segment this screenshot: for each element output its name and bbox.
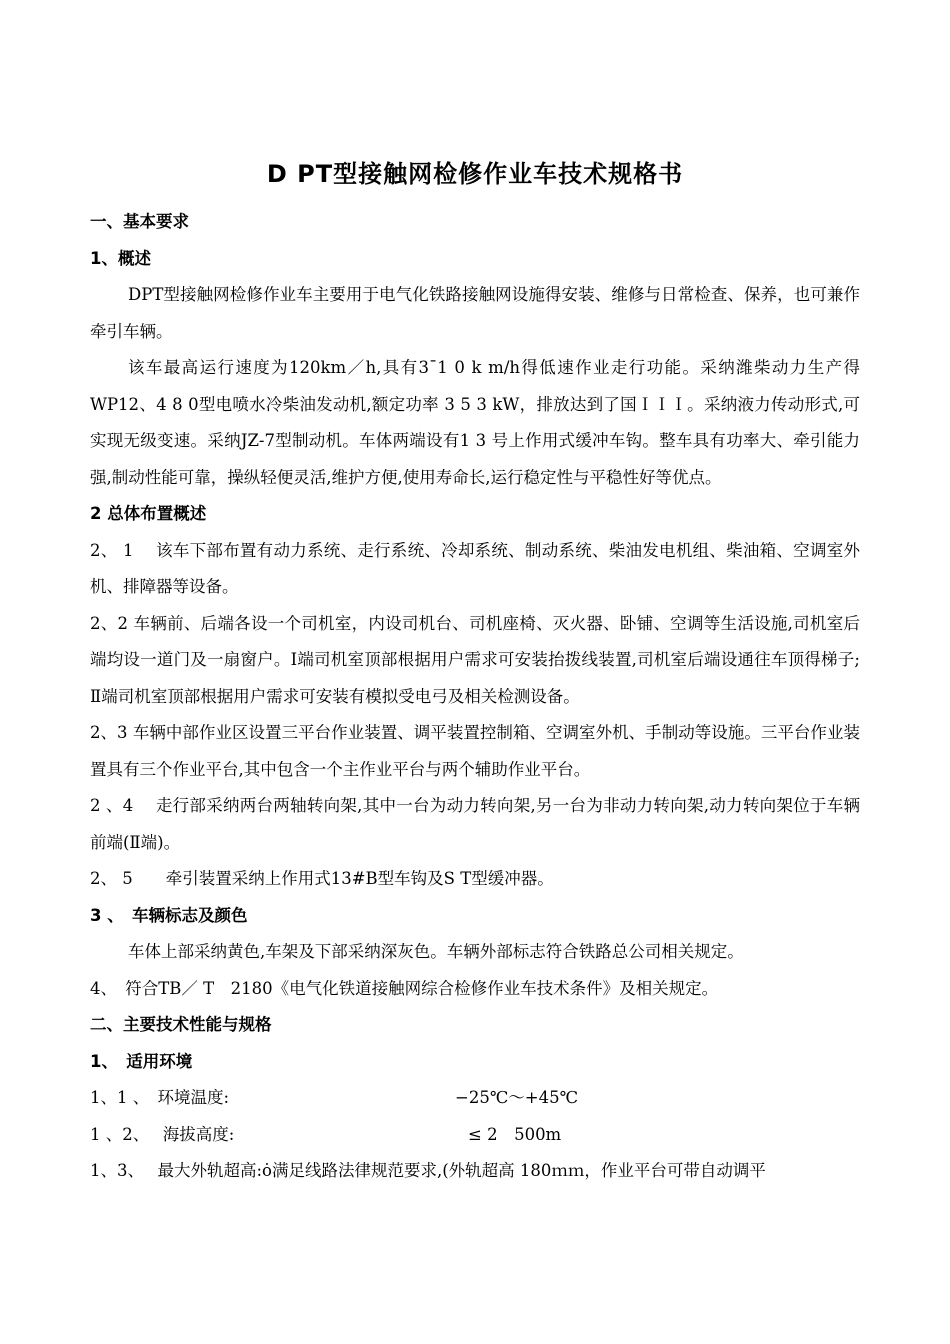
document-body <box>90 204 860 1190</box>
spec-row-altitude <box>90 1117 860 1154</box>
paragraph-2-1: 2、 1 该车下部布置有动力系统、走行系统、冷却系统、制动系统、柴油发电机组、柴油箱、空调室外机、排障器等设备。 <box>90 540 860 596</box>
paragraph-2-4: 2 、4 走行部采纳两台两轴转向架,其中一台为动力转向架,另一台为非动力转向架,动力转向架位于车辆前端(Ⅱ端)。 <box>90 796 860 852</box>
heading-layout-overview: 2 总体布置概述 <box>90 504 207 523</box>
spec-row-temperature <box>90 1080 860 1117</box>
paragraph-standard: 4、 符合TB／ T 2180《电气化铁道接触网综合检修作业车技术条件》及相关规定。 <box>90 978 719 998</box>
spec-key-altitude: 1 、2、 海拔高度: <box>90 1124 235 1144</box>
heading-vehicle-marking: 3 、 车辆标志及颜色 <box>90 905 248 925</box>
paragraph-purpose: DPT型接触网检修作业车主要用于电气化铁路接触网设施得安装、维修与日常检查、保养，也可兼作牵引车辆。 <box>90 285 860 341</box>
heading-environment: 1、 适用环境 <box>90 1051 193 1071</box>
paragraph-colors: 车体上部采纳黄色,车架及下部采纳深灰色。车辆外部标志符合铁路总公司相关规定。 <box>128 942 744 961</box>
page-title: D PT型接触网检修作业车技术规格书 <box>266 160 684 188</box>
paragraph-2-2: 2、2 车辆前、后端各设一个司机室，内设司机台、司机座椅、灭火器、卧铺、空调等生活设施,司机室后端均设一道门及一扇窗户。I端司机室顶部根据用户需求可安装抬拨线装置,司机室后端设通往车顶得梯子; Ⅱ端司机室顶部根据用户需求可安装有模拟受电弓及相关检测设备。 <box>90 613 860 706</box>
heading-main-specs: 二、主要技术性能与规格 <box>90 1015 272 1034</box>
heading-overview: 1、概述 <box>90 248 151 268</box>
paragraph-2-5: 2、 5 牵引装置采纳上作用式13#B型车钩及S T型缓冲器。 <box>90 869 554 888</box>
paragraph-performance: 该车最高运行速度为120km／h,具有3¯1 0 k m/h得低速作业走行功能。采纳潍柴动力生产得WP12、4 8 0型电喷水冷柴油发动机,额定功率 3 5 3 kW，排放达到了国ＩＩＩ。采纳液力传动形式,可实现无级变速。采纳JZ-7型制动机。车体两端设有1 3 号上作用式缓冲车钩。整车具有功率大、牵引能力强,制动性能可靠，操纵轻便灵活,维护方便,使用寿命长,运行稳定性与平稳性好等优点。 <box>90 358 860 487</box>
paragraph-2-3: 2、3 车辆中部作业区设置三平台作业装置、调平装置控制箱、空调室外机、手制动等设施。三平台作业装置具有三个作业平台,其中包含一个主作业平台与两个辅助作业平台。 <box>90 723 860 779</box>
spec-value-temperature: −25℃～+45℃ <box>455 1088 579 1107</box>
heading-basic-requirements: 一、基本要求 <box>90 212 189 231</box>
spec-value-altitude: ≤ 2 500m <box>468 1124 562 1144</box>
paragraph-max-superelevation: 1、3、 最大外轨超高:ȯ满足线路法律规范要求,(外轨超高 180ｍｍ，作业平台可带自动调平 <box>90 1161 766 1180</box>
spec-key-temperature: 1、1 、 环境温度: <box>90 1088 230 1107</box>
